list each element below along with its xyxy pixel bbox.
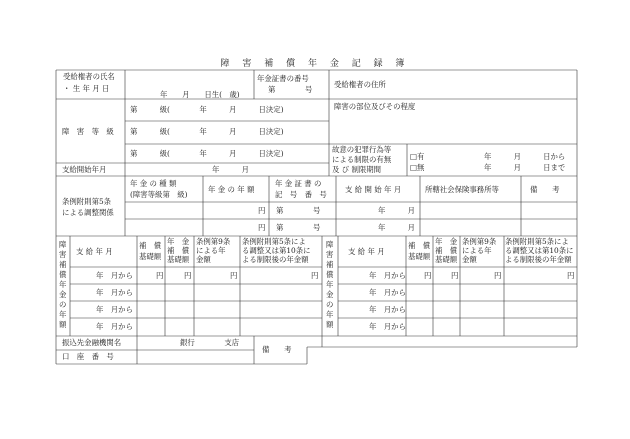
col-office: 所轄社会保険事務所等: [425, 185, 499, 194]
col-pay-month-right: 支 給 年 月: [348, 247, 385, 256]
col-art9-left-2: による年: [196, 246, 226, 255]
bank-value: 銀行 支店: [180, 338, 240, 347]
yen-adj-right: 円: [567, 271, 575, 280]
adjust-label-1: 条例附則第5条: [62, 197, 112, 206]
birth-date-field: 年 月 日生( 歳): [160, 90, 240, 99]
col-base-right-1: 補 償: [408, 241, 431, 250]
col-pension-type-1: 年 金 の 種 類: [130, 179, 177, 188]
document-title: 障 害 補 償 年 金 記 録 簿: [220, 59, 410, 69]
col-art9-left-3: 金額: [196, 255, 211, 264]
pay-row-right-4: 年 月から: [369, 322, 406, 331]
account-label: 口 座 番 号: [62, 352, 114, 361]
col-base-left-1: 補 償: [139, 241, 162, 250]
pay-row-right-3: 年 月から: [369, 305, 406, 314]
col-annual-left-3: 基礎額: [167, 255, 190, 264]
pay-row-right-1: 年 月から: [369, 271, 406, 280]
col-start-month: 支 給 開 始 年 月: [345, 185, 402, 194]
yen-annual-left: 円: [184, 271, 192, 280]
col-pension-type-2: (障害等級第 級): [130, 190, 188, 199]
adjust-label-2: による調整関係: [62, 208, 114, 217]
bank-label: 振込先金融機関名: [62, 338, 122, 347]
col-adj-left-3: よる制限後の年金額: [242, 255, 309, 264]
adjust-yen-2: 円: [258, 223, 266, 232]
col-art9-right-3: 金額: [462, 255, 477, 264]
bank-note-label: 備 考: [262, 345, 292, 354]
yen-base-right: 円: [424, 271, 432, 280]
adjust-yen-1: 円: [258, 206, 266, 215]
address-label: 受給権者の住所: [334, 80, 386, 89]
col-adj-right-2: る調整又は第10条に: [505, 246, 574, 255]
col-annual-left-2: 補 償: [167, 246, 190, 255]
restriction-label-2: による制限の有無: [332, 155, 392, 164]
col-art9-right-1: 条例第9条: [462, 237, 497, 246]
pay-row-right-2: 年 月から: [369, 288, 406, 297]
col-art9-left-1: 条例第9条: [196, 237, 231, 246]
col-annual-right-1: 年 金: [435, 237, 458, 246]
col-annual-right-3: 基礎額: [435, 255, 458, 264]
restriction-label-3: 及 び 制限期間: [332, 165, 382, 174]
grade-row-1: 第 級( 年 月 日決定): [130, 105, 284, 114]
col-cert-number-2: 記 号 番 号: [275, 190, 327, 199]
name-label-2: ・ 生 年 月 日: [63, 84, 110, 93]
pay-row-left-1: 年 月から: [96, 271, 133, 280]
col-base-right-2: 基礎額: [408, 252, 431, 261]
col-base-left-2: 基礎額: [139, 252, 162, 261]
yen-adj-left: 円: [311, 271, 319, 280]
adjust-cert-row-1: 第 号: [276, 206, 321, 215]
grade-label: 障 害 等 級: [62, 127, 114, 136]
cert-value: 第 号: [268, 85, 313, 94]
pay-row-left-4: 年 月から: [96, 322, 133, 331]
yen-art9-left: 円: [230, 271, 238, 280]
col-adj-left-2: る調整又は第10条に: [242, 246, 311, 255]
col-adj-right-3: よる制限後の年金額: [505, 255, 572, 264]
col-note: 備 考: [530, 185, 560, 194]
restriction-to-date: 年 月 日まで: [484, 163, 566, 172]
start-value: 年 月: [212, 165, 249, 174]
yen-art9-right: 円: [494, 271, 502, 280]
restriction-from-date: 年 月 日から: [484, 152, 566, 161]
adjust-date-row-1: 年 月: [378, 206, 415, 215]
payment-side-label-right: 障 害 補 償 年 金 の 年 額: [326, 240, 334, 329]
col-adj-left-1: 条例附則第5条によ: [242, 237, 306, 246]
pay-row-left-3: 年 月から: [96, 305, 133, 314]
col-adj-right-1: 条例附則第5条によ: [505, 237, 569, 246]
grade-row-3: 第 級( 年 月 日決定): [130, 149, 284, 158]
adjust-cert-row-2: 第 号: [276, 223, 321, 232]
col-annual-right-2: 補 償: [435, 246, 458, 255]
restriction-label-1: 故意の犯罪行為等: [332, 145, 392, 154]
restriction-no-checkbox[interactable]: □無: [410, 163, 425, 172]
grade-row-2: 第 級( 年 月 日決定): [130, 127, 284, 136]
pay-row-left-2: 年 月から: [96, 288, 133, 297]
col-annual-amount: 年 金 の 年 額: [208, 185, 255, 194]
col-annual-left-1: 年 金: [167, 237, 190, 246]
yen-base-left: 円: [156, 271, 164, 280]
col-pay-month-left: 支 給 年 月: [76, 247, 113, 256]
yen-annual-right: 円: [451, 271, 459, 280]
degree-label: 障害の部位及びその程度: [334, 102, 416, 111]
restriction-yes-checkbox[interactable]: □有: [410, 152, 425, 161]
col-art9-right-2: による年: [462, 246, 492, 255]
name-label-1: 受給権者の氏名: [63, 72, 115, 81]
cert-label: 年金証書の番号: [257, 74, 309, 83]
col-cert-number-1: 年 金 証 書 の: [275, 179, 322, 188]
payment-side-label-left: 障 害 補 償 年 金 の 年 額: [59, 240, 67, 329]
start-label: 支給開始年月: [62, 165, 107, 174]
adjust-date-row-2: 年 月: [378, 223, 415, 232]
